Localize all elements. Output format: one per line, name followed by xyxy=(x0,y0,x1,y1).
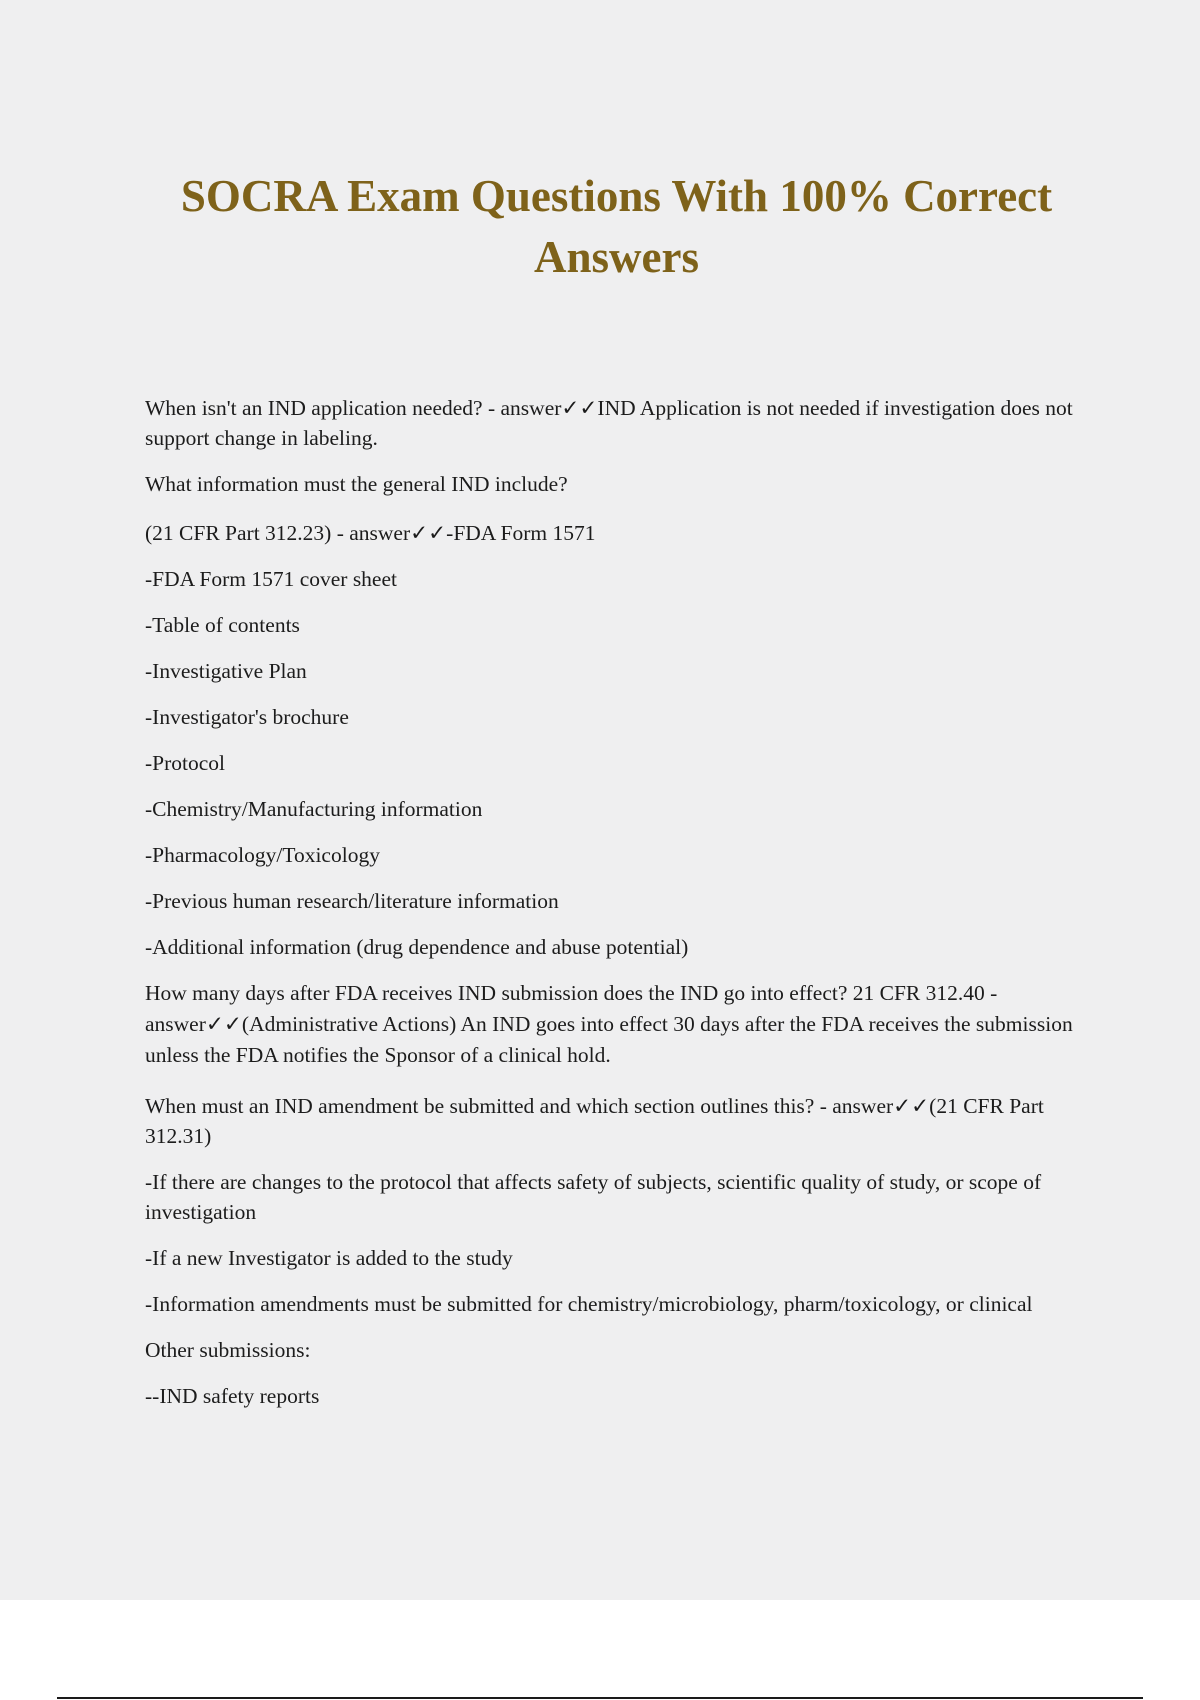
footer-divider xyxy=(57,1697,1143,1699)
paragraph: When must an IND amendment be submitted and which section outlines this? - answer✓✓(21 CFR Part 312.31) xyxy=(145,1094,1044,1148)
paragraph: When isn't an IND application needed? - answer✓✓IND Application is not needed if investigation does not support change in labeling. xyxy=(145,396,1073,450)
paragraph: -If a new Investigator is added to the study xyxy=(145,1246,513,1270)
paragraph: -Previous human research/literature information xyxy=(145,889,559,913)
paragraph: (21 CFR Part 312.23) - answer✓✓-FDA Form 1571 xyxy=(145,521,596,545)
document-title: SOCRA Exam Questions With 100% Correct Answers xyxy=(180,171,1053,282)
document-body xyxy=(145,393,1085,1411)
paragraph: -If there are changes to the protocol that affects safety of subjects, scientific quality of study, or scope of investigation xyxy=(145,1170,1042,1224)
paragraph: -Protocol xyxy=(145,751,226,775)
paragraph: Other submissions: xyxy=(145,1338,311,1362)
paragraph: --IND safety reports xyxy=(145,1384,320,1408)
paragraph: -Table of contents xyxy=(145,613,300,637)
paragraph: -Information amendments must be submitted for chemistry/microbiology, pharm/toxicology, or clinical xyxy=(145,1292,1033,1316)
paragraph: How many days after FDA receives IND submission does the IND go into effect? 21 CFR 312.40 - answer✓✓(Administrative Actions) An IND goes into effect 30 days after the FDA receives the submission unless the FDA notifies the Sponsor of a clinical hold. xyxy=(145,981,1073,1067)
paragraph: -Additional information (drug dependence and abuse potential) xyxy=(145,935,689,959)
paragraph: -Investigative Plan xyxy=(145,659,307,683)
paragraph: -Investigator's brochure xyxy=(145,705,349,729)
paragraph: -Pharmacology/Toxicology xyxy=(145,843,380,867)
paragraph: What information must the general IND include? xyxy=(145,472,568,496)
paragraph: -Chemistry/Manufacturing information xyxy=(145,797,483,821)
paragraph: -FDA Form 1571 cover sheet xyxy=(145,567,397,591)
